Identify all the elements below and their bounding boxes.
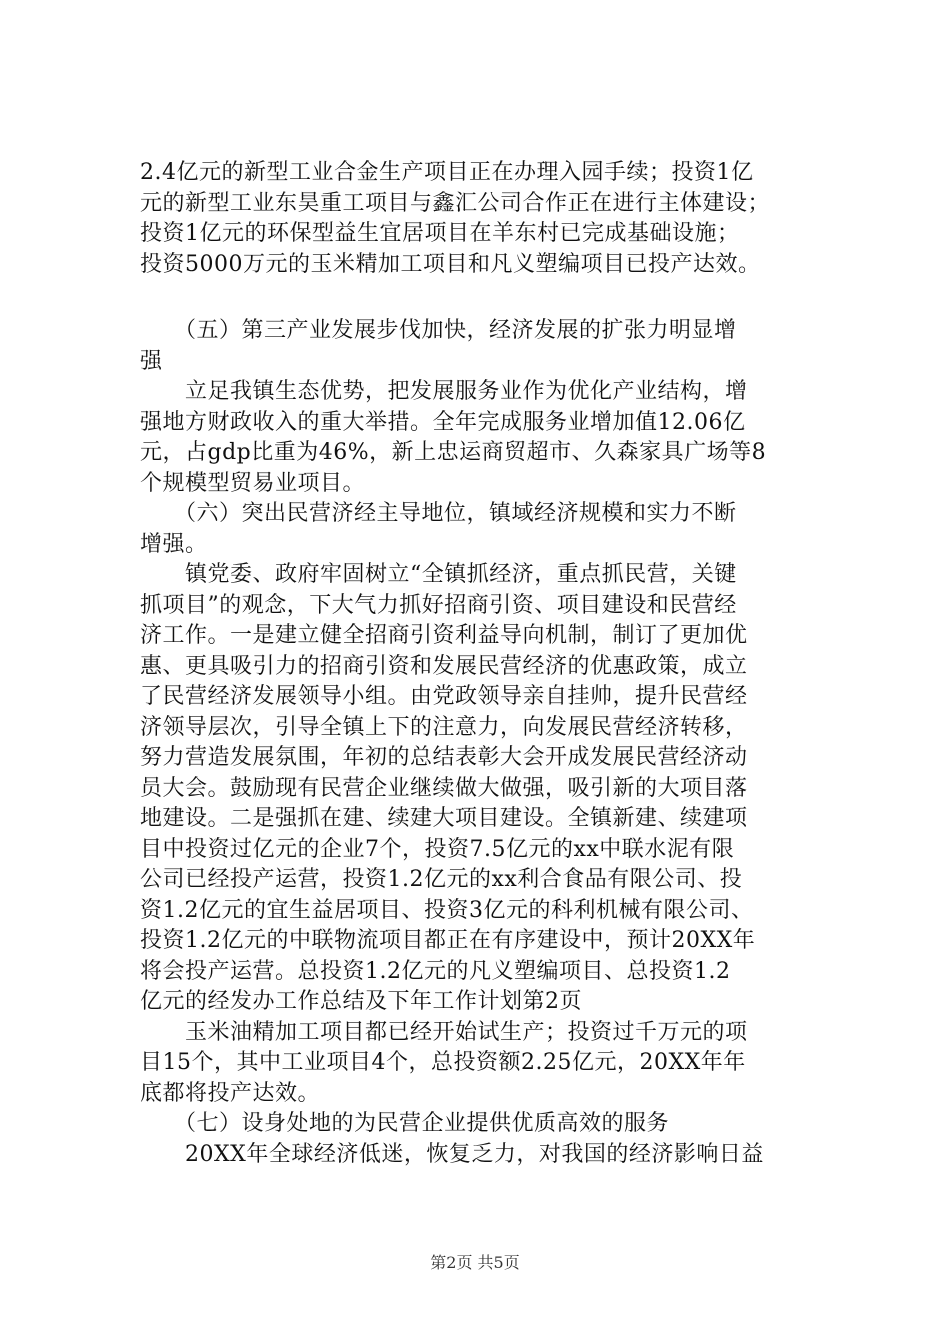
text-line: 强地方财政收入的重大举措。全年完成服务业增加值12.06亿 [140, 409, 746, 435]
text-line: 惠、更具吸引力的招商引资和发展民营经济的优惠政策，成立 [140, 653, 748, 679]
text-line: 20XX年全球经济低迷，恢复乏力，对我国的经济影响日益 [140, 1141, 764, 1167]
text-line: 立足我镇生态优势，把发展服务业作为优化产业结构，增 [140, 379, 748, 404]
text-line: 目中投资过亿元的企业7个，投资7.5亿元的xx中联水泥有限 [140, 836, 735, 862]
text-line: 资1.2亿元的宜生益居项目、投资3亿元的科利机械有限公司、 [140, 897, 754, 923]
text-line: 员大会。鼓励现有民营企业继续做大做强，吸引新的大项目落 [140, 775, 748, 801]
paragraph-gap [140, 280, 840, 316]
page-footer: 第2页 共5页 [430, 1253, 520, 1272]
document-body [140, 158, 840, 1170]
text-line: 投资5000万元的玉米精加工项目和凡义塑编项目已投产达效。 [140, 251, 761, 277]
text-line: 玉米油精加工项目都已经开始试生产；投资过千万元的项 [140, 1019, 748, 1045]
text-line: 目15个，其中工业项目4个，总投资额2.25亿元，20XX年年 [140, 1050, 746, 1075]
text-line: 亿元的经发办工作总结及下年工作计划第2页 [140, 989, 582, 1014]
text-line: 努力营造发展氛围，年初的总结表彰大会开成发展民营经济动 [140, 745, 748, 770]
text-line: 投资1亿元的环保型益生宜居项目在羊东村已完成基础设施； [140, 221, 740, 246]
text-line: 公司已经投产运营，投资1.2亿元的xx利合食品有限公司、投 [140, 867, 743, 892]
section-heading: （五）第三产业发展步伐加快，经济发展的扩张力明显增 [140, 318, 737, 343]
text-line: 地建设。二是强抓在建、续建大项目建设。全镇新建、续建项 [140, 806, 748, 831]
text-line: 了民营经济发展领导小组。由党政领导亲自挂帅，提升民营经 [140, 684, 748, 709]
section-heading: 增强。 [140, 531, 208, 557]
text-line: 镇党委、政府牢固树立“全镇抓经济，重点抓民营，关键 [140, 562, 737, 587]
text-line: 将会投产运营。总投资1.2亿元的凡义塑编项目、总投资1.2 [140, 958, 731, 984]
section-heading: （六）突出民营济经主导地位，镇域经济规模和实力不断 [140, 501, 737, 526]
text-line: 抓项目”的观念，下大气力抓好招商引资、项目建设和民营经 [140, 592, 737, 618]
text-line: 2.4亿元的新型工业合金生产项目正在办理入园手续；投资1亿 [140, 160, 754, 185]
text-line: 元，占gdp比重为46%，新上忠运商贸超市、久森家具广场等8 [140, 440, 767, 465]
section-heading: （七）设身处地的为民营企业提供优质高效的服务 [140, 1111, 670, 1136]
text-line: 底都将投产达效。 [140, 1080, 321, 1106]
text-line: 元的新型工业东昊重工项目与鑫汇公司合作正在进行主体建设； [140, 190, 771, 216]
text-line: 个规模型贸易业项目。 [140, 470, 366, 496]
text-line: 济领导层次，引导全镇上下的注意力，向发展民营经济转移， [140, 714, 748, 740]
text-line: 济工作。一是建立健全招商引资利益导向机制，制订了更加优 [140, 623, 748, 648]
section-heading: 强 [140, 348, 163, 374]
text-line: 投资1.2亿元的中联物流项目都正在有序建设中，预计20XX年 [140, 928, 756, 953]
